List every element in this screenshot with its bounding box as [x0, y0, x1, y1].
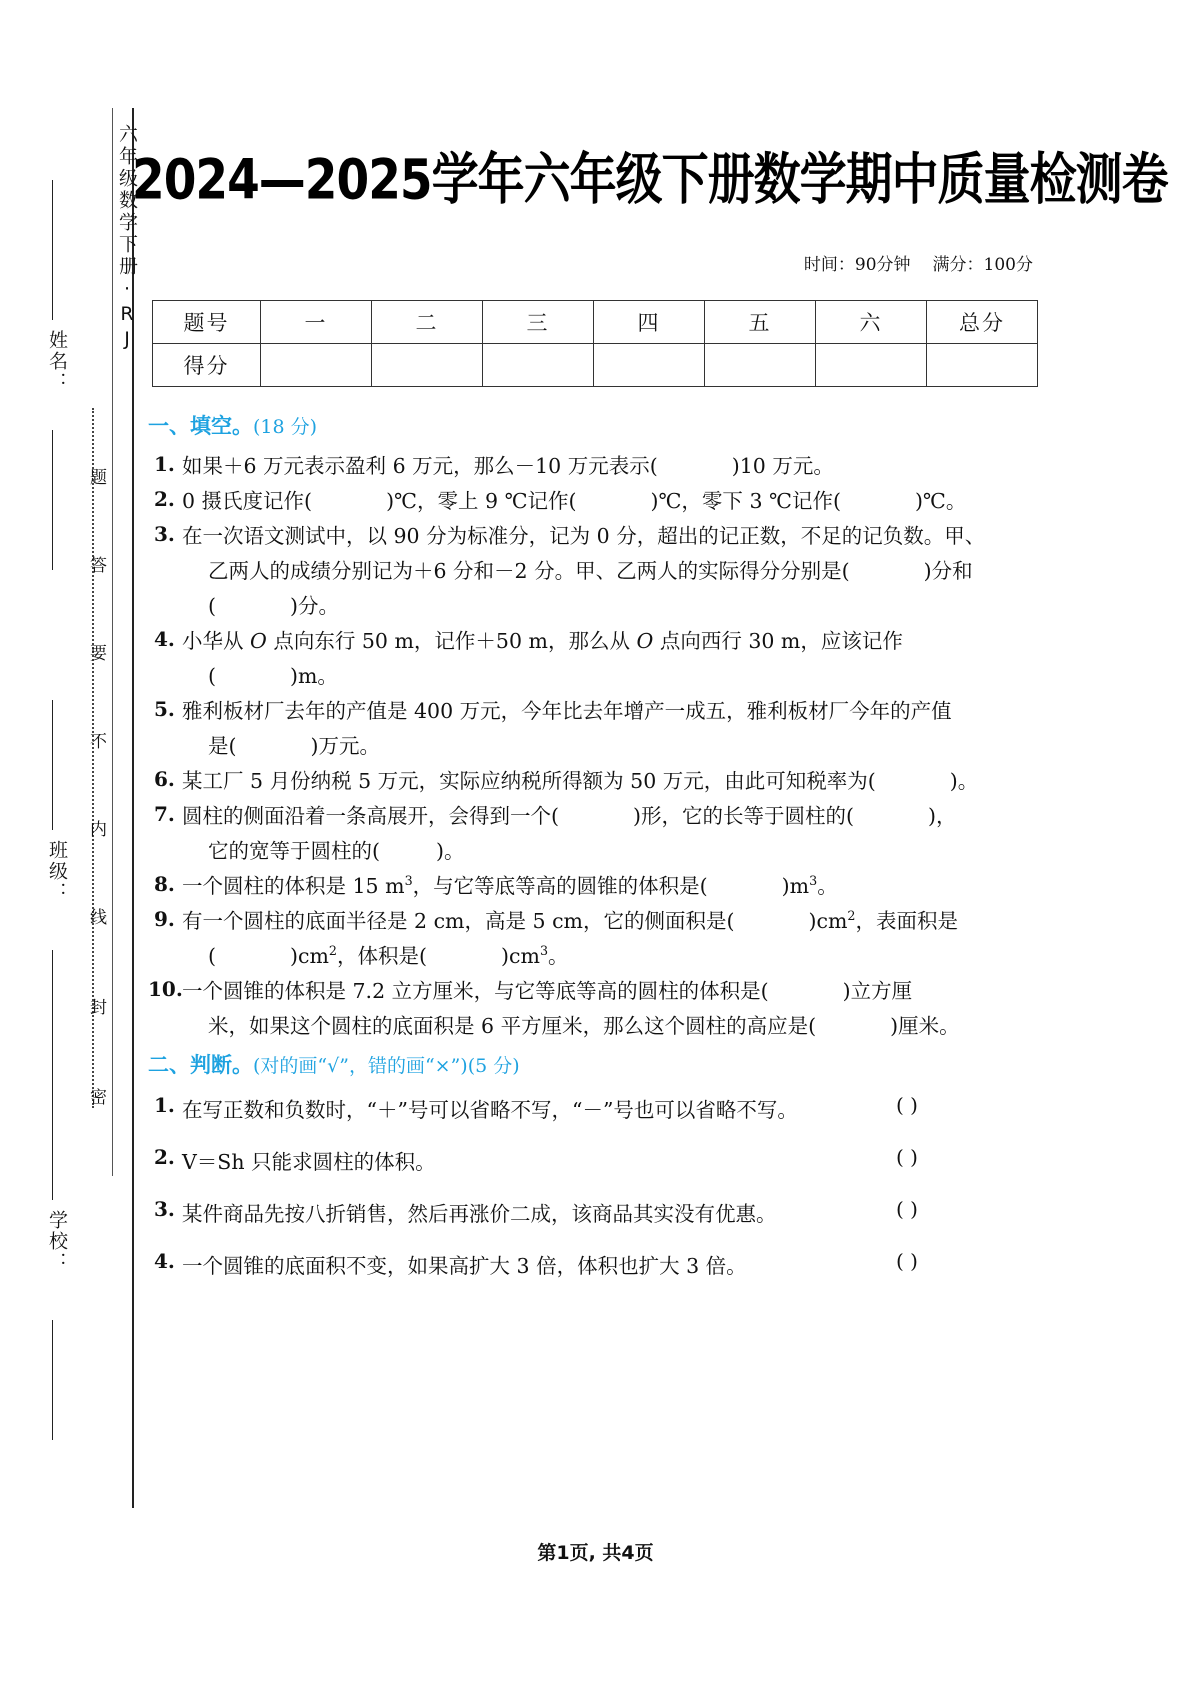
question-fill-10-line-1: 一个圆锥的体积是 7.2 立方厘米，与它等底等高的圆柱的体积是( )立方厘: [182, 979, 913, 1003]
question-fill-1-line-1: 如果＋6 万元表示盈利 6 万元，那么－10 万元表示( )10 万元。: [182, 454, 834, 478]
question-judge-4: [148, 1249, 1046, 1279]
question-fill-7-number: 7.: [154, 802, 175, 826]
page-title: 2024—2025学年六年级下册数学期中质量检测卷: [132, 147, 1168, 213]
question-fill-4-line-1: 小华从 O 点向东行 50 m，记作＋50 m，那么从 O 点向西行 30 m，应该记作: [182, 629, 903, 653]
question-fill-7: [148, 804, 1046, 864]
score-cell-1[interactable]: [261, 344, 372, 387]
score-header-3: 三: [483, 301, 594, 344]
class-rule-lower: [52, 950, 53, 1080]
question-judge-1-answer-box[interactable]: ( ): [896, 1093, 918, 1117]
full-marks: 满分：100分: [932, 255, 1033, 275]
question-judge-2-number: 2.: [154, 1145, 175, 1169]
question-fill-2-line-1: 0 摄氏度记作( )℃，零上 9 ℃记作( )℃，零下 3 ℃记作( )℃。: [182, 489, 967, 513]
question-fill-1: [148, 454, 1046, 479]
section-heading-fill-in-blank: [148, 410, 1046, 440]
page-footer: 第1页, 共4页: [537, 1542, 654, 1564]
question-fill-6: [148, 769, 1046, 794]
school-rule-lower: [52, 1320, 53, 1440]
question-fill-5-line-2: 是( )万元。: [208, 734, 380, 758]
question-fill-10: [148, 979, 1046, 1039]
section-1-number: 一、: [148, 414, 190, 438]
question-fill-4: [148, 629, 1046, 689]
score-header-6: 六: [816, 301, 927, 344]
score-table: [152, 300, 1038, 387]
question-judge-1-number: 1.: [154, 1093, 175, 1117]
seal-char-nei: 内: [86, 820, 106, 837]
question-fill-2: [148, 489, 1046, 514]
score-cell-2[interactable]: [372, 344, 483, 387]
score-header-total: 总分: [927, 301, 1038, 344]
question-fill-6-line-1: 某工厂 5 月份纳税 5 万元，实际应纳税所得额为 50 万元，由此可知税率为( )。: [182, 769, 979, 793]
question-fill-9-line-2: ( )$cm^2$，体积是( )$cm^3$。: [208, 943, 569, 968]
score-cell-6[interactable]: [816, 344, 927, 387]
section-2-number: 二、: [148, 1053, 190, 1077]
seal-char-feng: 封: [86, 998, 106, 1015]
question-judge-3-number: 3.: [154, 1197, 175, 1221]
question-fill-3-line-2: 乙两人的成绩分别记为＋6 分和－2 分。甲、乙两人的实际得分分别是( )分和: [208, 559, 973, 583]
score-header-4: 四: [594, 301, 705, 344]
class-label: 班级：: [46, 840, 68, 903]
section-1-name: 填空。: [190, 414, 253, 438]
subject-vertical-label: 六年级数学下册·RJ: [116, 124, 138, 353]
question-fill-5-number: 5.: [154, 697, 175, 721]
class-rule: [52, 700, 53, 830]
question-fill-7-line-2: 它的宽等于圆柱的( )。: [208, 839, 465, 863]
question-fill-4-line-2: ( )m。: [208, 664, 338, 688]
seal-char-ti: 题: [86, 468, 106, 485]
question-fill-8: [148, 874, 1046, 899]
question-fill-3-number: 3.: [154, 522, 175, 546]
question-fill-9: [148, 909, 1046, 969]
question-fill-10-number: 10.: [148, 977, 183, 1001]
score-header-2: 二: [372, 301, 483, 344]
seal-char-xian: 线: [86, 908, 106, 925]
question-judge-1: [148, 1093, 1046, 1123]
question-judge-3-text: 某件商品先按八折销售，然后再涨价二成，该商品其实没有优惠。: [182, 1202, 777, 1226]
question-fill-5: [148, 699, 1046, 759]
question-fill-8-number: 8.: [154, 872, 175, 896]
question-fill-3-line-1: 在一次语文测试中，以 90 分为标准分，记为 0 分，超出的记正数，不足的记负数。甲、: [182, 524, 986, 548]
question-judge-3: [148, 1197, 1046, 1227]
section-2-name: 判断。: [190, 1053, 253, 1077]
question-fill-2-number: 2.: [154, 487, 175, 511]
seal-char-yao: 要: [86, 644, 106, 661]
score-table-value-row: [153, 344, 1038, 387]
score-cell-3[interactable]: [483, 344, 594, 387]
score-cell-4[interactable]: [594, 344, 705, 387]
seal-char-mi: 密: [86, 1088, 106, 1105]
score-row-label: 得分: [153, 344, 261, 387]
exam-content: [148, 398, 1046, 1301]
seal-char-bu: 不: [86, 732, 106, 749]
score-header-1: 一: [261, 301, 372, 344]
question-fill-4-number: 4.: [154, 627, 175, 651]
question-fill-5-line-1: 雅利板材厂去年的产值是 400 万元，今年比去年增产一成五，雅利板材厂今年的产值: [182, 699, 952, 723]
student-name-rule-lower: [52, 430, 53, 570]
section-heading-true-false: [148, 1049, 1046, 1079]
question-judge-4-answer-box[interactable]: ( ): [896, 1249, 918, 1273]
student-name-rule: [52, 180, 53, 320]
question-fill-9-number: 9.: [154, 907, 175, 931]
question-fill-9-line-1: 有一个圆柱的底面半径是 2 cm，高是 5 cm，它的侧面积是( )$cm^2$，表面积是: [182, 908, 959, 933]
sidebar-inner-rule: [112, 108, 113, 1176]
question-judge-4-text: 一个圆锥的底面积不变，如果高扩大 3 倍，体积也扩大 3 倍。: [182, 1254, 747, 1278]
question-judge-4-number: 4.: [154, 1249, 175, 1273]
question-judge-2-text: V＝Sh 只能求圆柱的体积。: [182, 1150, 436, 1174]
question-fill-8-line-1: 一个圆柱的体积是 15 $m^3$，与它等底等高的圆锥的体积是( )$m^3$。: [182, 873, 838, 898]
student-name-label: 姓名：: [46, 330, 68, 393]
score-cell-5[interactable]: [705, 344, 816, 387]
question-judge-2-answer-box[interactable]: ( ): [896, 1145, 918, 1169]
sealing-sidebar: [34, 108, 146, 1508]
question-fill-7-line-1: 圆柱的侧面沿着一条高展开，会得到一个( )形，它的长等于圆柱的( )，: [182, 804, 957, 828]
exam-meta: [782, 250, 1033, 275]
score-header-label: 题号: [153, 301, 261, 344]
seal-char-da: 答: [86, 556, 106, 573]
score-header-5: 五: [705, 301, 816, 344]
time-limit: 时间：90分钟: [803, 255, 911, 275]
score-cell-total[interactable]: [927, 344, 1038, 387]
question-fill-3-line-3: ( )分。: [208, 594, 339, 618]
question-judge-1-text: 在写正数和负数时，“＋”号可以省略不写，“－”号也可以省略不写。: [182, 1098, 798, 1122]
question-fill-10-line-2: 米，如果这个圆柱的底面积是 6 平方厘米，那么这个圆柱的高应是( )厘米。: [208, 1014, 960, 1038]
question-judge-2: [148, 1145, 1046, 1175]
question-fill-1-number: 1.: [154, 452, 175, 476]
school-label: 学校：: [46, 1210, 68, 1273]
question-fill-6-number: 6.: [154, 767, 175, 791]
question-fill-3: [148, 524, 1046, 619]
score-table-header-row: [153, 301, 1038, 344]
section-1-note: (18 分): [253, 416, 318, 438]
school-rule: [52, 1080, 53, 1200]
question-judge-3-answer-box[interactable]: ( ): [896, 1197, 918, 1221]
section-2-note: (对的画“√”，错的画“×”)(5 分): [253, 1055, 520, 1077]
